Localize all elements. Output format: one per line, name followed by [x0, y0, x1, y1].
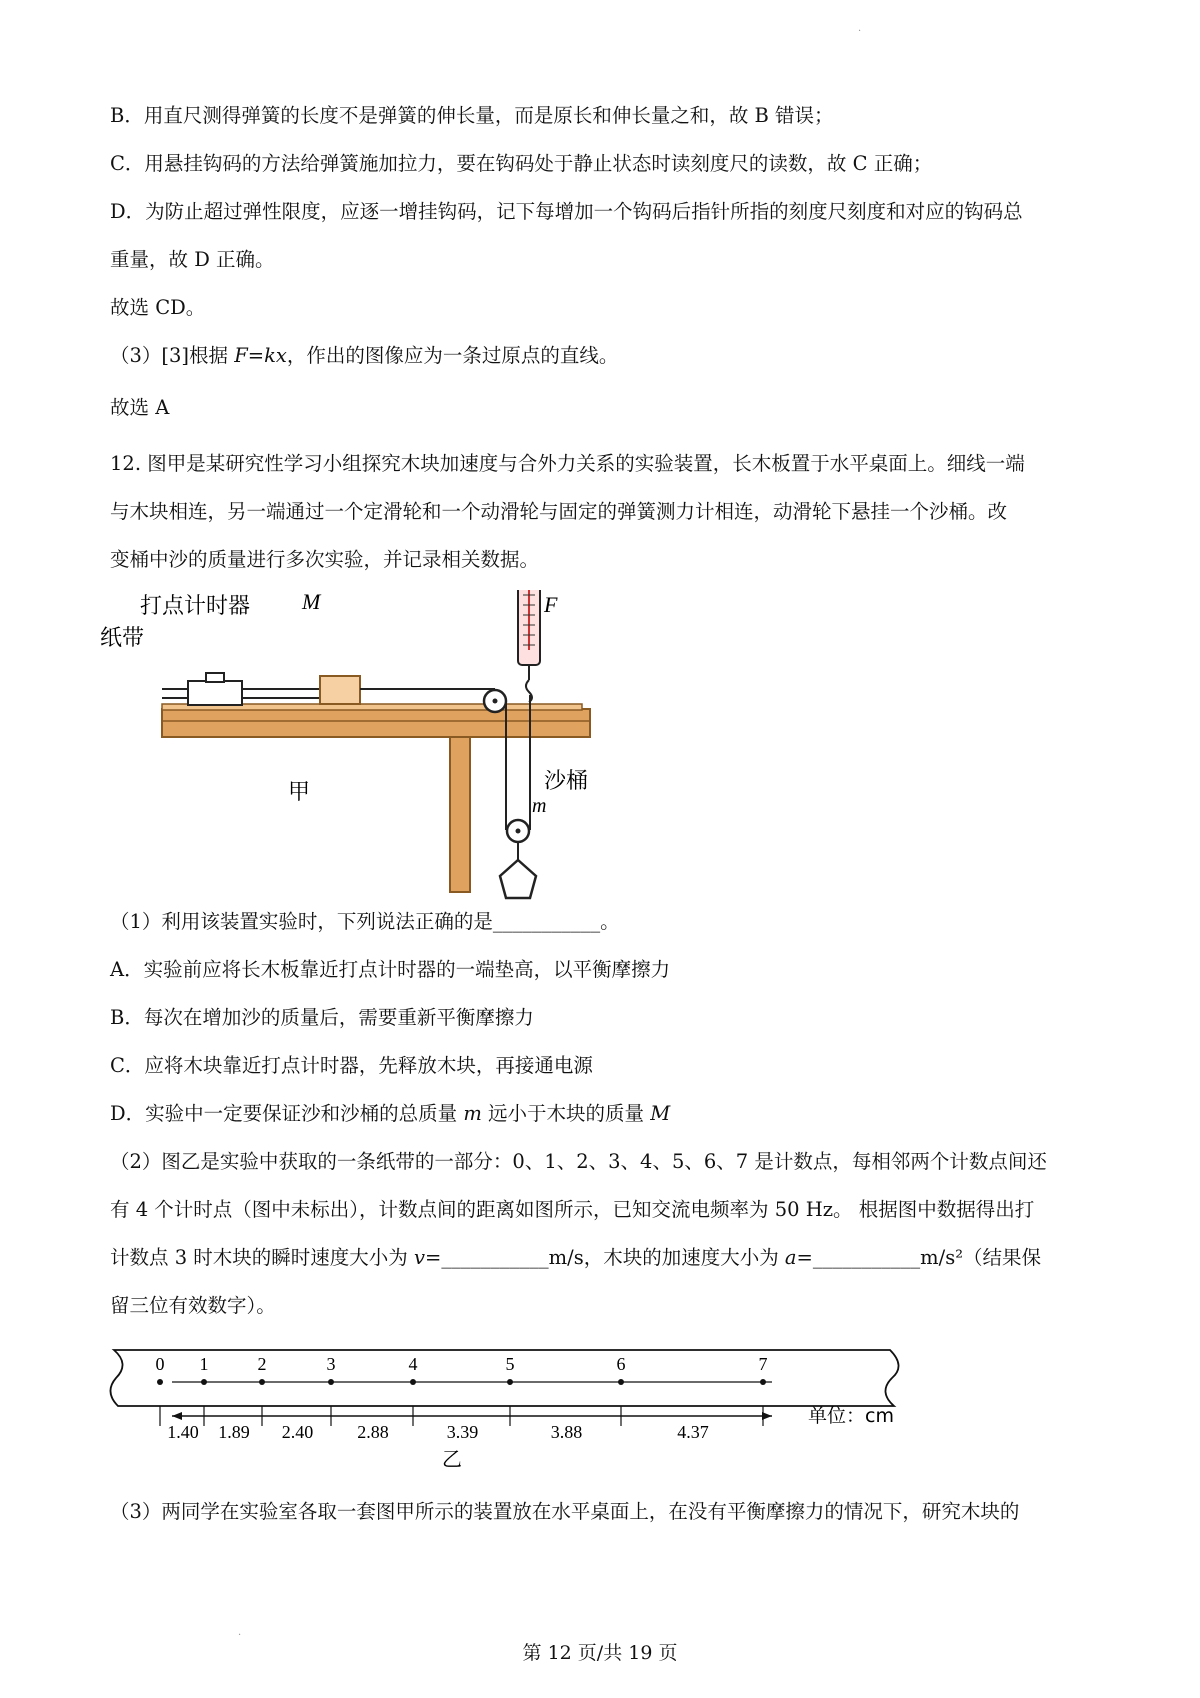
distance-label: 3.39 [446, 1422, 479, 1442]
part3-suffix: ，作出的图像应为一条过原点的直线。 [286, 344, 619, 367]
distance-label: 2.40 [281, 1422, 314, 1442]
tape-outline [110, 1350, 898, 1406]
stem-line: 12. 图甲是某研究性学习小组探究木块加速度与合外力关系的实验装置，长木板置于水平桌面上。细线一端 [110, 452, 1025, 475]
option-b-explanation: B．用直尺测得弹簧的长度不是弹簧的伸长量，而是原长和伸长量之和，故 B 错误； [110, 104, 834, 127]
tape-label: 纸带 [100, 626, 145, 651]
text: =___________m/s，木块的加速度大小为 [425, 1246, 785, 1269]
part1-option-d [110, 1090, 1100, 1138]
answer-a: 故选 A [110, 396, 170, 419]
table-leg [450, 737, 470, 892]
figure-caption: 甲 [288, 780, 311, 805]
sand-bucket [500, 860, 536, 898]
timer-body [188, 681, 242, 705]
page-footer: 第 12 页/共 19 页 [522, 1642, 678, 1664]
timer-label: 打点计时器 [140, 594, 251, 619]
text: =___________m/s²（结果保 [796, 1246, 1042, 1269]
part1-stem: （1）利用该装置实验时，下列说法正确的是___________。 [110, 910, 620, 933]
part3-explanation [110, 332, 1100, 380]
distance-label: 1.89 [218, 1422, 250, 1442]
figure-yi-paper-tape [100, 1340, 1000, 1480]
part1-option-c: C．应将木块靠近打点计时器，先释放木块，再接通电源 [110, 1054, 593, 1077]
option-d-line1: D．为防止超过弹性限度，应逐一增挂钩码，记下每增加一个钩码后指针所指的刻度尺刻度和对应的钩码总 [110, 200, 1023, 223]
part1-option-b: B．每次在增加沙的质量后，需要重新平衡摩擦力 [110, 1006, 534, 1029]
part3-line: （3）两同学在实验室各取一套图甲所示的装置放在水平桌面上，在没有平衡摩擦力的情况下，研究木块的 [110, 1500, 1020, 1523]
count-point-6 [618, 1379, 624, 1385]
option-c-explanation: C．用悬挂钩码的方法给弹簧施加拉力，要在钩码处于静止状态时读刻度尺的读数，故 C 正确； [110, 152, 933, 175]
question-12-stem [110, 440, 1100, 584]
count-point-label: 2 [257, 1354, 267, 1374]
count-point-label: 3 [326, 1354, 336, 1374]
timer-top [206, 673, 224, 682]
part2-line: 有 4 个计时点（图中未标出），计数点间的距离如图所示，已知交流电频率为 50 Hz。 根据图中数据得出打 [110, 1198, 1035, 1221]
symbol-v: v [414, 1246, 426, 1269]
count-point-7 [760, 1379, 766, 1385]
option-d-line2: 重量，故 D 正确。 [110, 248, 275, 271]
symbol-a: a [784, 1246, 797, 1269]
part1-option-a: A．实验前应将长木板靠近打点计时器的一端垫高，以平衡摩擦力 [110, 958, 671, 981]
count-point-label: 7 [758, 1354, 768, 1374]
option-d-explanation [110, 188, 1100, 284]
count-point-4 [410, 1379, 416, 1385]
part3-prefix: （3）[3]根据 [110, 344, 235, 367]
figure-jia-apparatus [100, 590, 700, 900]
distance-label: 2.88 [357, 1422, 389, 1442]
spring-scale [518, 590, 540, 702]
unit-label: 单位：cm [808, 1405, 894, 1427]
count-point-label: 5 [505, 1354, 515, 1374]
count-point-0 [157, 1379, 163, 1385]
table-top [162, 709, 590, 737]
distance-label: 4.37 [677, 1422, 709, 1442]
part2-line: 留三位有效数字）。 [110, 1294, 276, 1317]
part2-line: （2）图乙是实验中获取的一条纸带的一部分：0、1、2、3、4、5、6、7 是计数点，每相邻两个计数点间还 [110, 1150, 1047, 1173]
count-point-5 [507, 1379, 513, 1385]
distance-label: 3.88 [550, 1422, 583, 1442]
count-point-label: 0 [155, 1354, 165, 1374]
stem-line: 变桶中沙的质量进行多次实验，并记录相关数据。 [110, 548, 540, 571]
symbol-m: m [463, 1102, 482, 1125]
answer-cd: 故选 CD。 [110, 296, 206, 319]
part2-text [110, 1138, 1100, 1330]
bucket-label: 沙桶 [544, 769, 589, 794]
count-point-3 [328, 1379, 334, 1385]
block-label: M [302, 590, 321, 614]
mass-label: m [532, 795, 547, 817]
distance-label: 1.40 [167, 1422, 199, 1442]
speck: · [858, 26, 862, 37]
symbol-M: M [650, 1102, 671, 1125]
count-point-1 [201, 1379, 207, 1385]
text: 计数点 3 时木块的瞬时速度大小为 [110, 1246, 415, 1269]
force-label: F [544, 592, 558, 617]
part2-line [110, 1234, 1100, 1282]
stem-line: 与木块相连，另一端通过一个定滑轮和一个动滑轮与固定的弹簧测力计相连，动滑轮下悬挂一个沙桶。改 [110, 500, 1008, 523]
count-point-label: 4 [408, 1354, 418, 1374]
formula: F=kx [234, 344, 287, 367]
wooden-block [320, 676, 360, 704]
option-d-text: 远小于木块的质量 [481, 1102, 651, 1125]
speck: · [238, 1630, 242, 1641]
option-d-text: D．实验中一定要保证沙和沙桶的总质量 [110, 1102, 464, 1125]
figure-caption: 乙 [442, 1447, 462, 1471]
count-point-label: 6 [616, 1354, 626, 1374]
count-point-label: 1 [199, 1354, 209, 1374]
count-point-2 [259, 1379, 265, 1385]
